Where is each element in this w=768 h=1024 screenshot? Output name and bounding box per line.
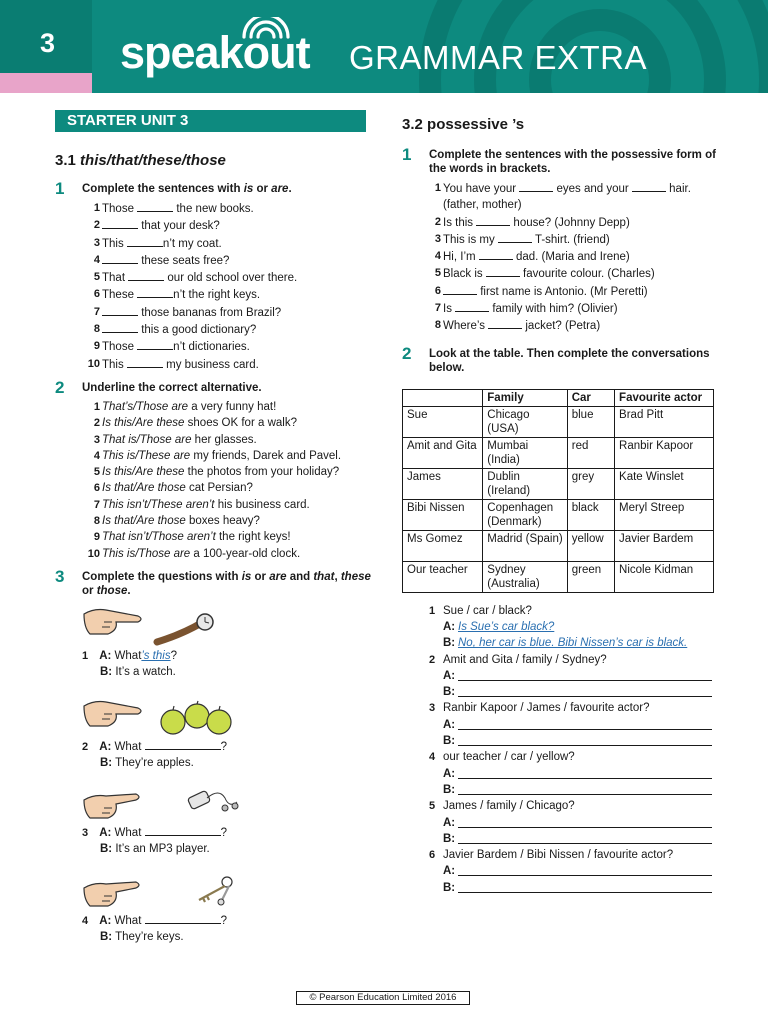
item-number: 7 [93,498,100,511]
copyright-footer: © Pearson Education Limited 2016 [296,991,470,1005]
alternatives[interactable]: That isn’t/Those aren’t [102,531,216,544]
pointing-hand-icon [82,876,144,910]
speakout-logo [120,27,310,78]
item-text-before: Where’s [443,320,489,333]
question-3: 3 A: What ? B: It’s an MP3 player. [82,824,227,857]
table-cell: Ranbir Kapoor [615,437,714,468]
item-text-after: our old school over there. [164,272,298,285]
item-number: 2 [429,653,436,666]
exercise-number: 2 [402,343,412,363]
table-cell: Brad Pitt [615,406,714,437]
item-text-before: Is [443,303,456,316]
conversation-prompt [429,749,718,765]
question-4: 4 A: What ? B: They’re keys. [82,912,227,945]
list-item [88,497,375,513]
table-row [403,561,714,592]
table-cell: Javier Bardem [615,530,714,561]
item-text-after: these seats free? [138,254,230,267]
column-header [403,389,483,406]
list-item [88,217,375,234]
item-text-after: the new books. [173,203,254,215]
page-header [0,0,768,93]
conversation-prompt [429,603,718,619]
speaker-label: B: [443,832,456,845]
item-number: 8 [93,515,100,528]
section-number: 3.2 [402,116,423,133]
item-text-after: T-shirt. (friend) [531,233,610,246]
unit-banner: STARTER UNIT 3 [55,110,366,132]
list-item [88,448,375,464]
item-number: 5 [93,271,100,284]
item-text-after: those bananas from Brazil? [138,306,282,319]
answer-line-b [429,782,718,798]
exercise-items [88,399,375,562]
picture-question-1 [55,604,375,694]
answer-line-a [429,766,718,782]
answer-blank[interactable] [102,321,138,333]
table-cell: red [567,437,614,468]
exercise-number: 1 [55,179,65,198]
answer-line-a [429,863,718,879]
alternatives[interactable]: Is that/Are those [102,515,186,528]
answer-line-a [429,717,718,733]
item-number: 6 [434,284,441,297]
item-text-before: Those [102,341,138,354]
example-answer: No, her car is blue. Bibi Nissen’s car is black. [458,637,688,650]
item-number: 7 [434,302,441,315]
left-column [55,110,375,962]
answer-blank[interactable] [479,248,513,260]
answer-line-b [429,733,718,749]
prompt-text: Javier Bardem / Bibi Nissen / favourite actor? [443,849,674,862]
alternatives[interactable]: Is this/Are these [102,466,185,479]
list-item [429,214,718,231]
table-cell: yellow [567,530,614,561]
speaker-label: A: [443,669,456,682]
item-number: 4 [93,253,100,266]
table-cell: Chicago (USA) [483,406,567,437]
item-number: 5 [429,800,436,813]
answer-blank[interactable] [137,286,173,298]
item-text: the photos from your holiday? [184,466,340,479]
table-cell: Our teacher [403,561,483,592]
exercise-1-1 [55,179,375,373]
table-row [403,530,714,561]
list-item [88,415,375,431]
question-2: 2 A: What ? B: They’re apples. [82,738,227,771]
prompt-text: Ranbir Kapoor / James / favourite actor? [443,702,650,715]
item-text: my friends, Darek and Pavel. [190,449,342,462]
alternatives[interactable]: Is that/Are those [102,482,186,495]
family-car-actor-table [402,389,714,593]
conversation-prompt [429,652,718,668]
list-item [88,529,375,545]
list-item [88,432,375,448]
item-number: 5 [93,466,100,479]
conversation-prompt [429,798,718,814]
conversations [429,603,718,896]
item-text-middle: eyes and your [553,183,632,195]
speaker-label: B: [443,637,456,650]
picture-question-3 [55,784,375,874]
item-text: her glasses. [191,433,257,446]
list-item-continuation: (father, mother) [443,199,522,212]
answer-blank[interactable] [458,668,712,681]
table-cell: Nicole Kidman [615,561,714,592]
prompt-text: Sue / car / black? [443,604,532,617]
answer-blank[interactable] [632,180,666,192]
list-item [429,300,718,317]
item-text-after: house? (Johnny Depp) [510,216,630,229]
item-number: 6 [93,482,100,495]
item-text: cat Persian? [185,482,253,495]
column-header: Car [567,389,614,406]
speaker-label: A: [443,767,456,780]
alternatives[interactable]: Is this/Are these [102,417,185,430]
alternatives[interactable]: This isn’t/These aren’t [102,498,215,511]
item-text-after: dad. (Maria and Irene) [512,251,630,264]
table-cell: blue [567,406,614,437]
answer-blank[interactable] [458,782,712,795]
table-cell: Mumbai (India) [483,437,567,468]
answer-blank[interactable] [458,815,712,828]
table-cell: Sydney (Australia) [483,561,567,592]
item-text-before: This is my [443,233,498,246]
mp3-player-icon [185,784,241,816]
item-number: 1 [93,400,100,413]
question-1: 1 A: What’s this? B: It’s a watch. [82,649,177,678]
alternatives[interactable]: This is/Those are [102,547,191,560]
item-text-after: favourite colour. (Charles) [519,268,655,281]
item-number: 4 [93,449,100,462]
item-text: a very funny hat! [188,400,277,413]
exercise-1-3 [55,566,375,962]
exercise-1-2 [55,377,375,562]
item-text-after: that your desk? [138,220,220,233]
answer-blank[interactable] [519,180,553,192]
list-item [429,317,718,334]
section-title: this/that/these/those [80,152,226,169]
list-item [88,304,375,321]
speaker-label: A: [443,718,456,731]
answer-blank[interactable] [127,356,163,368]
answer-blank[interactable] [102,217,138,229]
section-title: possessive ’s [427,116,525,133]
answer-blank[interactable] [458,831,712,844]
apples-icon [157,700,233,736]
prompt-text: Amit and Gita / family / Sydney? [443,653,607,666]
item-number: 3 [93,236,100,249]
item-number: 3 [93,433,100,446]
speaker-label: A: [443,816,456,829]
answer-blank[interactable] [498,231,532,243]
answer-line-b [429,635,718,651]
table-cell: Dublin (Ireland) [483,468,567,499]
prompt-text: our teacher / car / yellow? [443,751,575,764]
item-text-after: n’t my coat. [162,237,222,250]
keys-icon [191,872,241,906]
answer-blank[interactable] [476,214,510,226]
item-text: a 100-year-old clock. [190,547,301,560]
speaker-label: A: [443,620,456,633]
section-3-2-heading [402,116,718,134]
table-row [403,437,714,468]
list-item [429,248,718,265]
item-text-after: this a good dictionary? [138,324,257,337]
answer-blank[interactable] [458,766,712,779]
item-number: 6 [93,288,100,301]
item-number: 8 [434,319,441,332]
exercise-number: 1 [402,145,412,164]
item-text-before: Hi, I’m [443,251,479,264]
item-text-after: my business card. [162,358,259,371]
answer-blank[interactable] [488,317,522,329]
item-number: 4 [434,250,441,263]
item-number: 2 [93,219,100,232]
prompt-text: James / family / Chicago? [443,800,575,813]
section-3-1-heading [55,152,375,170]
list-item [429,283,718,300]
answer-blank[interactable] [458,684,712,697]
pink-strip [0,73,92,93]
answer-line-a [429,668,718,684]
table-cell: Bibi Nissen [403,499,483,530]
item-number: 7 [93,305,100,318]
list-item [88,338,375,355]
item-text-before: These [102,289,138,302]
pointing-hand-icon [82,788,144,822]
item-text: the right keys! [215,531,291,544]
answer-blank[interactable] [458,863,712,876]
unit-number: 3 [40,28,56,58]
answer-line-b [429,684,718,700]
item-text-after: n’t the right keys. [173,289,261,302]
exercise-number: 3 [55,566,65,586]
table-row [403,499,714,530]
item-text-before: That [102,272,129,285]
table-cell: Madrid (Spain) [483,530,567,561]
table-cell: Sue [403,406,483,437]
answer-blank[interactable] [455,300,489,312]
item-number: 5 [434,267,441,280]
example-answer: Is Sue’s car black? [458,620,555,633]
answer-blank[interactable] [458,880,712,893]
alternatives[interactable]: That’s/Those are [102,400,189,413]
answer-line-b [429,831,718,847]
list-item [88,269,375,286]
list-item [429,265,718,282]
answer-line-a [429,815,718,831]
speaker-label: B: [443,686,456,699]
answer-blank[interactable] [127,235,163,247]
item-number: 9 [93,340,100,353]
item-text: his business card. [214,498,310,511]
exercise-2-2 [402,343,718,896]
item-text-before: Those [102,203,138,215]
table-cell: Amit and Gita [403,437,483,468]
table-cell: James [403,468,483,499]
logo-out: out [242,27,310,78]
list-item [88,546,375,562]
answer-blank[interactable] [102,252,138,264]
conversation-prompt [429,847,718,863]
answer-blank[interactable] [458,717,712,730]
item-text-before: Black is [443,268,486,281]
speaker-label: B: [443,735,456,748]
table-cell: black [567,499,614,530]
table-row [403,406,714,437]
speaker-label: B: [443,783,456,796]
picture-question-4 [55,872,375,962]
item-text-before: This [102,358,127,371]
logo-speak: speak [120,27,243,78]
list-item [88,200,375,217]
exercise-number: 2 [55,377,65,397]
item-number: 10 [87,547,100,560]
section-number: 3.1 [55,152,76,169]
exercise-instruction: Underline the correct alternative. [82,381,262,394]
column-header: Favourite actor [615,389,714,406]
item-text-after: hair. [665,183,691,195]
table-header-row [403,389,714,406]
list-item [88,356,375,373]
list-item [88,286,375,303]
item-number: 2 [93,417,100,430]
list-item [88,464,375,480]
item-text-after: family with him? (Olivier) [489,303,618,316]
watch-icon [153,612,223,646]
item-text: boxes heavy? [185,515,260,528]
exercise-instruction: Complete the sentences with the possessive form of the words in brackets. [429,149,716,175]
item-number: 3 [429,702,436,715]
answer-blank[interactable] [486,265,520,277]
item-number: 9 [93,531,100,544]
list-item [88,235,375,252]
list-item [88,252,375,269]
list-item [88,513,375,529]
item-number: 1 [93,202,100,214]
answer-blank[interactable] [137,200,173,212]
item-number: 4 [429,751,436,764]
item-number: 6 [429,849,436,862]
table-cell: Ms Gomez [403,530,483,561]
alternatives[interactable]: This is/These are [102,449,191,462]
item-text-before: You have your [443,183,520,195]
example-answer: ’s this [141,649,171,662]
item-number: 1 [429,604,436,617]
table-cell: green [567,561,614,592]
series-title: GRAMMAR EXTRA [349,39,648,76]
table-cell: grey [567,468,614,499]
exercise-items [88,200,375,373]
picture-question-2 [55,696,375,786]
item-number: 1 [434,182,441,194]
answer-blank[interactable] [102,304,138,316]
exercise-items [429,180,718,335]
answer-line-a [429,619,718,635]
answer-blank[interactable] [443,283,477,295]
item-number: 8 [93,323,100,336]
alternatives[interactable]: That is/Those are [102,433,192,446]
pointing-hand-icon [82,604,144,638]
column-header: Family [483,389,567,406]
item-text-after: first name is Antonio. (Mr Peretti) [477,285,648,298]
list-item [88,321,375,338]
item-text-before: This [102,237,127,250]
list-item [88,480,375,496]
item-number: 3 [434,232,441,245]
answer-line-b [429,880,718,896]
exercise-instruction: Complete the sentences with is or are. [82,183,292,195]
table-row [403,468,714,499]
table-cell: Kate Winslet [615,468,714,499]
answer-blank[interactable] [137,338,173,350]
list-item [88,399,375,415]
conversation-prompt [429,700,718,716]
item-text-after: jacket? (Petra) [522,320,601,333]
table-cell: Copenhagen (Denmark) [483,499,567,530]
answer-blank[interactable] [458,733,712,746]
item-text: shoes OK for a walk? [184,417,297,430]
exercise-instruction: Complete the questions with is or are and that, these or those. [82,570,371,597]
speaker-label: A: [443,865,456,878]
pointing-hand-icon [82,696,144,730]
item-number: 2 [434,215,441,228]
list-item [429,180,718,197]
answer-blank[interactable] [128,269,164,281]
item-text-after: n’t dictionaries. [173,341,250,354]
item-number: 10 [87,357,100,370]
right-column [402,110,718,896]
table-cell: Meryl Streep [615,499,714,530]
unit-number-box [0,0,92,73]
exercise-2-1 [402,145,718,335]
speaker-label: B: [443,881,456,894]
item-text-before: Is this [443,216,477,229]
list-item [429,231,718,248]
exercise-instruction: Look at the table. Then complete the conversations below. [429,347,710,374]
